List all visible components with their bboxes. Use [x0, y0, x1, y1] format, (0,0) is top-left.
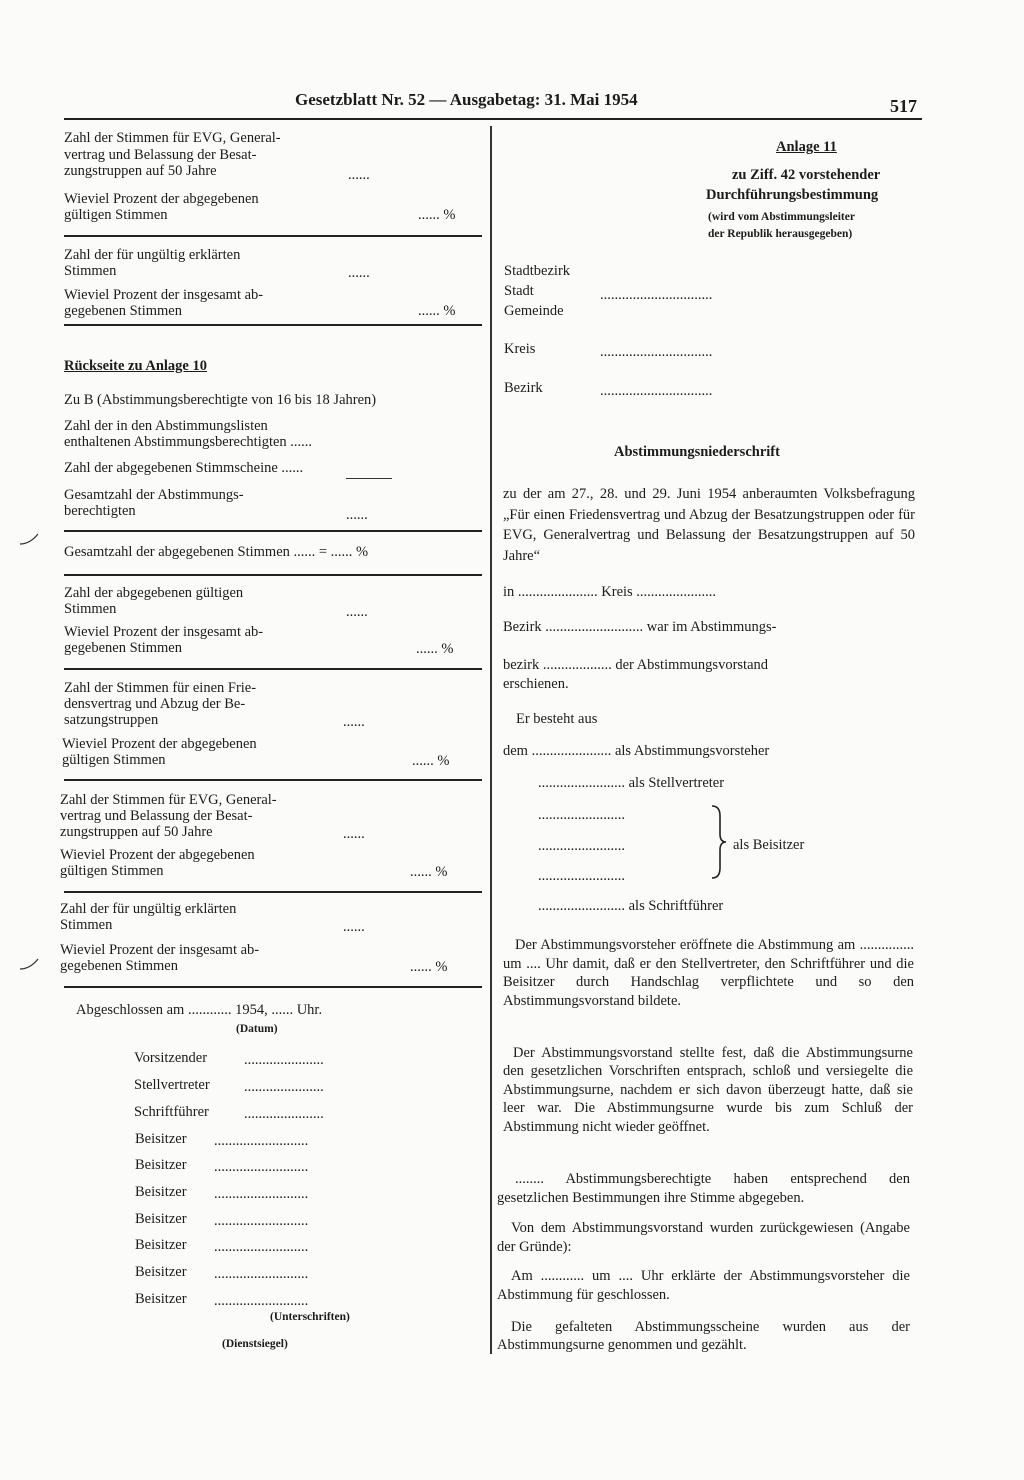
evg-stimmen-line2: vertrag und Belassung der Besat- [64, 147, 257, 163]
section-rule [64, 235, 482, 237]
stadt-dots: ............................... [600, 287, 713, 303]
bezirk-vorstand-line: bezirk ................... der Abstimmungsvorstand [503, 657, 769, 673]
signature-dots: ...................... [244, 1052, 324, 1068]
evg-line3: zungstruppen auf 50 Jahre [60, 824, 213, 840]
column-divider [490, 126, 492, 1354]
ungueltig-line2: Stimmen [64, 263, 117, 279]
p-insg2-dots: ...... % [410, 959, 448, 975]
gueltig-line1: Zahl der abgegebenen gültigen [64, 585, 244, 601]
signature-role-label: Schriftführer [134, 1104, 209, 1120]
frieden-line3: satzungstruppen [64, 712, 159, 728]
p-gueltig-line1: Wieviel Prozent der abgegebenen [62, 736, 257, 752]
signature-role-label: Beisitzer [135, 1157, 187, 1173]
signature-dots: ...................... [244, 1106, 324, 1122]
ungueltig2-line1: Zahl der für ungültig erklärten [60, 901, 237, 917]
unterschriften-caption: (Unterschriften) [270, 1311, 350, 1323]
frieden-dots: ...... [343, 714, 365, 730]
stadtbezirk-label: Stadtbezirk [504, 263, 571, 279]
signature-dots: .......................... [214, 1159, 309, 1175]
listen-line2: enthaltenen Abstimmungsberechtigten ...... [64, 434, 313, 450]
evg-stimmen-line1: Zahl der Stimmen für EVG, General- [64, 130, 281, 146]
p-gueltig2-line2: gültigen Stimmen [60, 863, 164, 879]
gesamt-stimmen-line: Gesamtzahl der abgegebenen Stimmen ...... = ...... % [64, 544, 369, 560]
abgeschlossen-line: Abgeschlossen am ............ 1954, ...... Uhr. [76, 1002, 323, 1018]
signature-role-label: Beisitzer [135, 1211, 187, 1227]
signature-role-label: Beisitzer [135, 1184, 187, 1200]
zurueckgewiesen-paragraph: Von dem Abstimmungsvorstand wurden zurückgewiesen (Angabe der Gründe): [497, 1220, 910, 1255]
gesamt-berechtigte-dots: ...... [346, 507, 368, 523]
geschlossen-paragraph: Am ............ um .... Uhr erklärte der Abstimmungsvorsteher die Abstimmung für geschlossen. [497, 1268, 910, 1303]
p-insg-line1: Wieviel Prozent der insgesamt ab- [64, 624, 264, 640]
p-insg-line2: gegebenen Stimmen [64, 640, 182, 656]
gemeinde-label: Gemeinde [504, 303, 564, 319]
feststellung-paragraph: Der Abstimmungsvorstand stellte fest, daß die Abstimmungsurne den gesetzlichen Vorschriften entsprach, schloß und versiegelte die Abstimmungsurne, nachdem er sich davon überzeugt hatte, daß sie leer war. Die Abstimmungsurne wurde bis zum Schluß der Abstimmung nicht wieder geöffnet. [503, 1045, 913, 1135]
p-gueltig-dots: ...... % [412, 753, 450, 769]
margin-mark-icon [18, 955, 42, 975]
section-rule [64, 668, 482, 670]
anlage-11-heading: Anlage 11 [776, 139, 837, 155]
section-rule [64, 324, 482, 326]
datum-caption: (Datum) [236, 1023, 278, 1035]
stimmscheine-underline [346, 478, 392, 479]
signature-dots: .......................... [214, 1266, 309, 1282]
signature-dots: .......................... [214, 1186, 309, 1202]
bezirk-label: Bezirk [504, 380, 543, 396]
prozent-insgesamt-line1: Wieviel Prozent der insgesamt ab- [64, 287, 264, 303]
beisitzer-dots-3: ........................ [538, 868, 625, 884]
section-rule [64, 891, 482, 893]
signature-dots: .......................... [214, 1293, 309, 1309]
p-gueltig2-dots: ...... % [410, 864, 448, 880]
p-insg2-line1: Wieviel Prozent der insgesamt ab- [60, 942, 260, 958]
stellvertreter-line: ........................ als Stellvertreter [538, 775, 725, 791]
dienstsiegel-caption: (Dienstsiegel) [222, 1338, 288, 1350]
page-header-title: Gesetzblatt Nr. 52 — Ausgabetag: 31. Mai 1954 [295, 90, 638, 109]
evg-dots: ...... [343, 826, 365, 842]
evg-line1: Zahl der Stimmen für EVG, General- [60, 792, 277, 808]
signature-role-label: Beisitzer [135, 1131, 187, 1147]
signature-role-label: Beisitzer [135, 1264, 187, 1280]
bezirk-dots: ............................... [600, 383, 713, 399]
gueltig-line2: Stimmen [64, 601, 117, 617]
stimmscheine-line: Zahl der abgegebenen Stimmscheine ...... [64, 460, 304, 476]
frieden-line2: densvertrag und Abzug der Be- [64, 696, 246, 712]
prozent-gueltig-dots: ...... % [418, 207, 456, 223]
section-rule [64, 986, 482, 988]
kreis-dots: ............................... [600, 344, 713, 360]
page-number: 517 [890, 96, 917, 116]
stimmabgabe-paragraph: ........ Abstimmungsberechtigte haben entsprechend den gesetzlichen Bestimmungen ihre Stimme abgegeben. [497, 1171, 910, 1206]
als-beisitzer-label: als Beisitzer [733, 837, 805, 853]
beisitzer-dots-2: ........................ [538, 838, 625, 854]
gezaehlt-paragraph: Die gefalteten Abstimmungsscheine wurden aus der Abstimmungsurne genommen und gezählt. [497, 1319, 910, 1353]
frieden-line1: Zahl der Stimmen für einen Frie- [64, 680, 257, 696]
evg-stimmen-dots: ...... [348, 167, 370, 183]
margin-mark-icon [18, 530, 42, 550]
er-besteht-line: Er besteht aus [516, 711, 598, 727]
niederschrift-title: Abstimmungsniederschrift [614, 444, 780, 460]
p-insg2-line2: gegebenen Stimmen [60, 958, 178, 974]
bezirk-war-line: Bezirk ........................... war im Abstimmungs- [503, 619, 777, 635]
ungueltig-line1: Zahl der für ungültig erklärten [64, 247, 241, 263]
dem-vorsteher-line: dem ...................... als Abstimmungsvorsteher [503, 743, 770, 759]
header-rule [64, 118, 922, 120]
signature-dots: .......................... [214, 1213, 309, 1229]
intro-paragraph: zu der am 27., 28. und 29. Juni 1954 anberaumten Volksbefragung „Für einen Friedensvertrag und Abzug der Besatzungstruppen oder für EVG, Generalvertrag und Belassung der Besatzungstruppen auf 50 Jahre“ [503, 486, 915, 564]
prozent-gueltig-line1: Wieviel Prozent der abgegebenen [64, 191, 259, 207]
gueltig-dots: ...... [346, 604, 368, 620]
signature-dots: .......................... [214, 1133, 309, 1149]
zu-b-line: Zu B (Abstimmungsberechtigte von 16 bis 18 Jahren) [64, 392, 377, 408]
in-kreis-line: in ...................... Kreis ...................... [503, 584, 717, 600]
beisitzer-dots-1: ........................ [538, 807, 625, 823]
zu-ziff-line: zu Ziff. 42 vorstehender [732, 167, 881, 183]
gesamt-berechtigte-line1: Gesamtzahl der Abstimmungs- [64, 487, 244, 503]
signature-role-label: Beisitzer [135, 1237, 187, 1253]
stadt-label: Stadt [504, 283, 534, 299]
evg-stimmen-line3: zungstruppen auf 50 Jahre [64, 163, 217, 179]
herausgegeben-line2: der Republik herausgegeben) [708, 228, 853, 240]
evg-line2: vertrag und Belassung der Besat- [60, 808, 253, 824]
rueckseite-heading: Rückseite zu Anlage 10 [64, 358, 207, 374]
schriftfuehrer-line: ........................ als Schriftführer [538, 898, 724, 914]
beisitzer-brace-icon [708, 804, 730, 880]
p-insg-dots: ...... % [416, 641, 454, 657]
section-rule [64, 779, 482, 781]
signature-dots: ...................... [244, 1079, 324, 1095]
p-gueltig-line2: gültigen Stimmen [62, 752, 166, 768]
signature-role-label: Beisitzer [135, 1291, 187, 1307]
prozent-insgesamt-dots: ...... % [418, 303, 456, 319]
signature-role-label: Vorsitzender [134, 1050, 208, 1066]
prozent-gueltig-line2: gültigen Stimmen [64, 207, 168, 223]
herausgegeben-line1: (wird vom Abstimmungsleiter [708, 211, 855, 223]
signature-dots: .......................... [214, 1239, 309, 1255]
erschienen-line: erschienen. [503, 676, 569, 692]
gesamt-berechtigte-line2: berechtigten [64, 503, 136, 519]
section-rule [64, 574, 482, 576]
ungueltig2-dots: ...... [343, 919, 365, 935]
kreis-label: Kreis [504, 341, 536, 357]
eroeffnung-paragraph: Der Abstimmungsvorsteher eröffnete die Abstimmung am ............... um .... Uhr damit, daß er den Stellvertreter, den Schriftführer und die Beisitzer durch Handschlag verpflichtete und so den Abstimmungsvorstand bildete. [503, 937, 914, 1009]
listen-line1: Zahl der in den Abstimmungslisten [64, 418, 268, 434]
ungueltig2-line2: Stimmen [60, 917, 113, 933]
p-gueltig2-line1: Wieviel Prozent der abgegebenen [60, 847, 255, 863]
section-rule [64, 530, 482, 532]
ungueltig-dots: ...... [348, 265, 370, 281]
prozent-insgesamt-line2: gegebenen Stimmen [64, 303, 182, 319]
durchfuehrung-line: Durchführungsbestimmung [706, 187, 879, 203]
signature-role-label: Stellvertreter [134, 1077, 210, 1093]
